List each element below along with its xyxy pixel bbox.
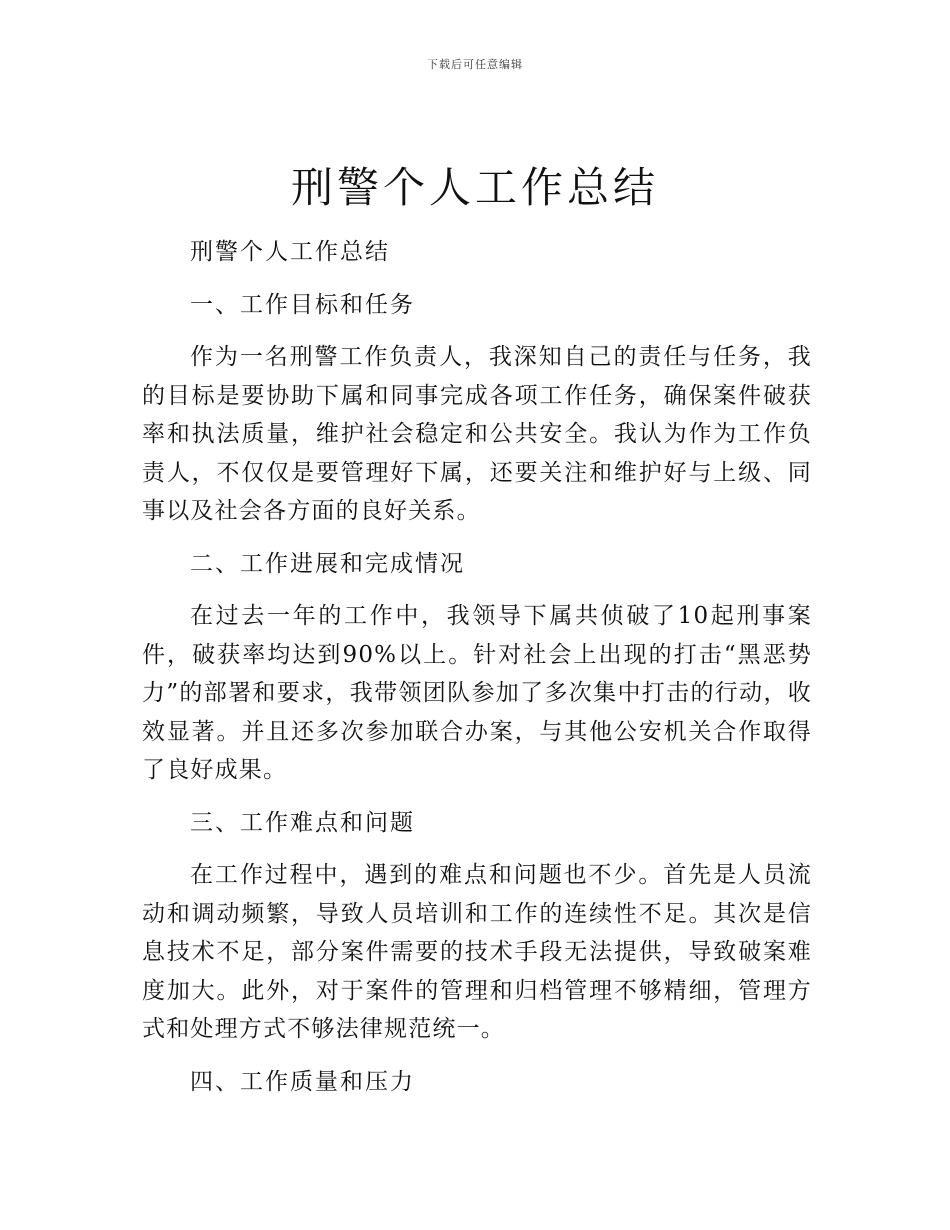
- section-heading-quality: 四、工作质量和压力: [190, 1068, 415, 1095]
- subtitle-heading: 刑警个人工作总结: [190, 239, 390, 265]
- section-heading-progress: 二、工作进展和完成情况: [190, 550, 465, 577]
- paragraph-goals: 作为一名刑警工作负责人，我深知自己的责任与任务，我的目标是要协助下属和同事完成各项工作任务，确保案件破获率和执法质量，维护社会稳定和公共安全。我认为作为工作负责人，不仅仅是要管理好下属，还要关注和维护好与上级、同事以及社会各方面的良好关系。: [142, 344, 812, 524]
- paragraph-difficulties: 在工作过程中，遇到的难点和问题也不少。首先是人员流动和调动频繁，导致人员培训和工作的连续性不足。其次是信息技术不足，部分案件需要的技术手段无法提供，导致破案难度加大。此外，对于案件的管理和归档管理不够精细，管理方式和处理方式不够法律规范统一。: [142, 862, 812, 1042]
- header-note: 下载后可任意编辑: [427, 58, 523, 71]
- section-heading-goals: 一、工作目标和任务: [190, 291, 415, 318]
- paragraph-progress: 在过去一年的工作中，我领导下属共侦破了10起刑事案件，破获率均达到90%以上。针对社会上出现的打击“黑恶势力”的部署和要求，我带领团队参加了多次集中打击的行动，收效显著。并且还多次参加联合办案，与其他公安机关合作取得了良好成果。: [142, 603, 812, 783]
- document-body: [142, 233, 812, 1115]
- document-title: 刑警个人工作总结: [290, 163, 659, 212]
- section-heading-difficulties: 三、工作难点和问题: [190, 809, 415, 836]
